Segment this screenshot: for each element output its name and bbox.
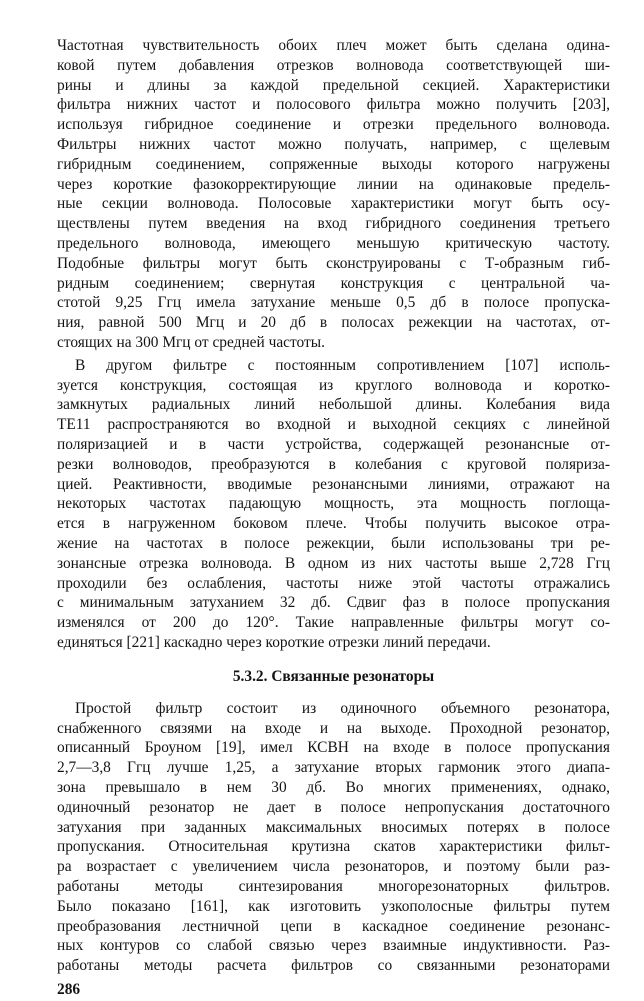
text-line: через короткие фазокорректирующие линии на одинаковые предель- <box>57 176 610 193</box>
text-line: затухания при заданных максимальных вносимых потерях в полосе <box>57 819 610 836</box>
text-line: ридным соединением; свернутая конструкция с центральной ча- <box>57 275 610 292</box>
text-line: зуется конструкция, состоящая из круглого волновода и коротко- <box>57 377 610 394</box>
text-line: ния, равной 500 Мгц и 20 дб в полосах режекции на частотах, от- <box>57 314 610 331</box>
text-line: поляризацией и в части устройства, содержащей резонансные от- <box>57 436 610 453</box>
text-line: с минимальным затуханием 32 дб. Сдвиг фаз в полосе пропускания <box>57 594 610 611</box>
text-line: ковой путем добавления отрезков волновода соответствующей ши- <box>57 57 610 74</box>
text-line: жение на частотах в полосе режекции, были использованы три ре- <box>57 535 610 552</box>
text-line: Подобные фильтры могут быть сконструированы с Т-образным гиб- <box>57 255 610 272</box>
text-line: рины и длины за каждой предельной секцией. Характеристики <box>57 77 610 94</box>
text-line: ных контуров со слабой связью через взаимные индуктивности. Раз- <box>57 937 610 954</box>
text-line: используя гибридное соединение и отрезки предельного волновода. <box>57 116 610 133</box>
text-line: проходили без ослабления, частоты ниже этой частоты отражались <box>57 575 610 592</box>
text-line: фильтра нижних частот и полосового фильтра можно получить [203], <box>57 96 610 113</box>
text-line: резки волноводов, преобразуются в колебания с круговой поляриза- <box>57 456 610 473</box>
text-line: одиночный резонатор не дает в полосе непропускания достаточного <box>57 799 610 816</box>
text-line: замкнутых радиальных линий небольшой длины. Колебания вида <box>57 396 610 413</box>
text-line: TE11 распространяются во входной и выходной секциях с линейной <box>57 416 610 433</box>
text-line: предельного волновода, имеющего меньшую критическую частоту. <box>57 235 610 252</box>
text-line: снабженного связями на входе и на выходе. Проходной резонатор, <box>57 720 610 737</box>
text-line: ра возрастает с увеличением числа резонаторов, и поэтому были раз- <box>57 858 610 875</box>
section-heading: 5.3.2. Связанные резонаторы <box>232 668 435 685</box>
text-line: Частотная чувствительность обоих плеч может быть сделана одина- <box>57 37 610 54</box>
text-line: Было показано [161], как изготовить узкополосные фильтры путем <box>57 898 610 915</box>
text-line: некоторых частотах падающую мощность, эта мощность поглоща- <box>57 495 610 512</box>
text-line: 2,7—3,8 Ггц лучше 1,25, а затухание вторых гармоник этого диапа- <box>57 759 610 776</box>
text-line: работаны методы синтезирования многорезонаторных фильтров. <box>57 878 610 895</box>
text-line: работаны методы расчета фильтров со связанными резонаторами <box>57 957 610 974</box>
text-line: ется в нагруженном боковом плече. Чтобы получить высокое отра- <box>57 515 610 532</box>
text-line: зона превышало в нем 30 дб. Во многих применениях, однако, <box>57 779 610 796</box>
text-line: ществлены путем введения на вход гибридного соединения третьего <box>57 215 610 232</box>
page-number: 286 <box>57 981 81 998</box>
text-line: Фильтры нижних частот можно получать, например, с щелевым <box>57 136 610 153</box>
text-line: цией. Реактивности, вводимые резонансными линиями, отражают на <box>57 476 610 493</box>
text-line: единяться [221] каскадно через короткие отрезки линий передачи. <box>57 634 491 651</box>
text-line: описанный Броуном [19], имел КСВН на входе в полосе пропускания <box>57 739 610 756</box>
text-line: ные секции волновода. Полосовые характеристики могут быть осу- <box>57 195 610 212</box>
text-line: пропускания. Относительная крутизна скатов характеристики фильт- <box>57 838 610 855</box>
text-line: гибридным соединением, сопряженные выходы которого нагружены <box>57 156 610 173</box>
text-line: стотой 9,25 Ггц имела затухание меньше 0,5 дб в полосе пропуска- <box>57 294 610 311</box>
text-line: зонансные отрезка волновода. В одном из них частоты выше 2,728 Ггц <box>57 555 610 572</box>
text-line: Простой фильтр состоит из одиночного объемного резонатора, <box>75 700 610 717</box>
text-line: стоящих на 300 Мгц от средней частоты. <box>57 334 325 351</box>
text-line: В другом фильтре с постоянным сопротивлением [107] исполь- <box>75 357 610 374</box>
text-line: изменялся от 200 до 120°. Такие направленные фильтры могут со- <box>57 614 610 631</box>
text-line: преобразования лестничной цепи в каскадное соединение резонанс- <box>57 918 610 935</box>
